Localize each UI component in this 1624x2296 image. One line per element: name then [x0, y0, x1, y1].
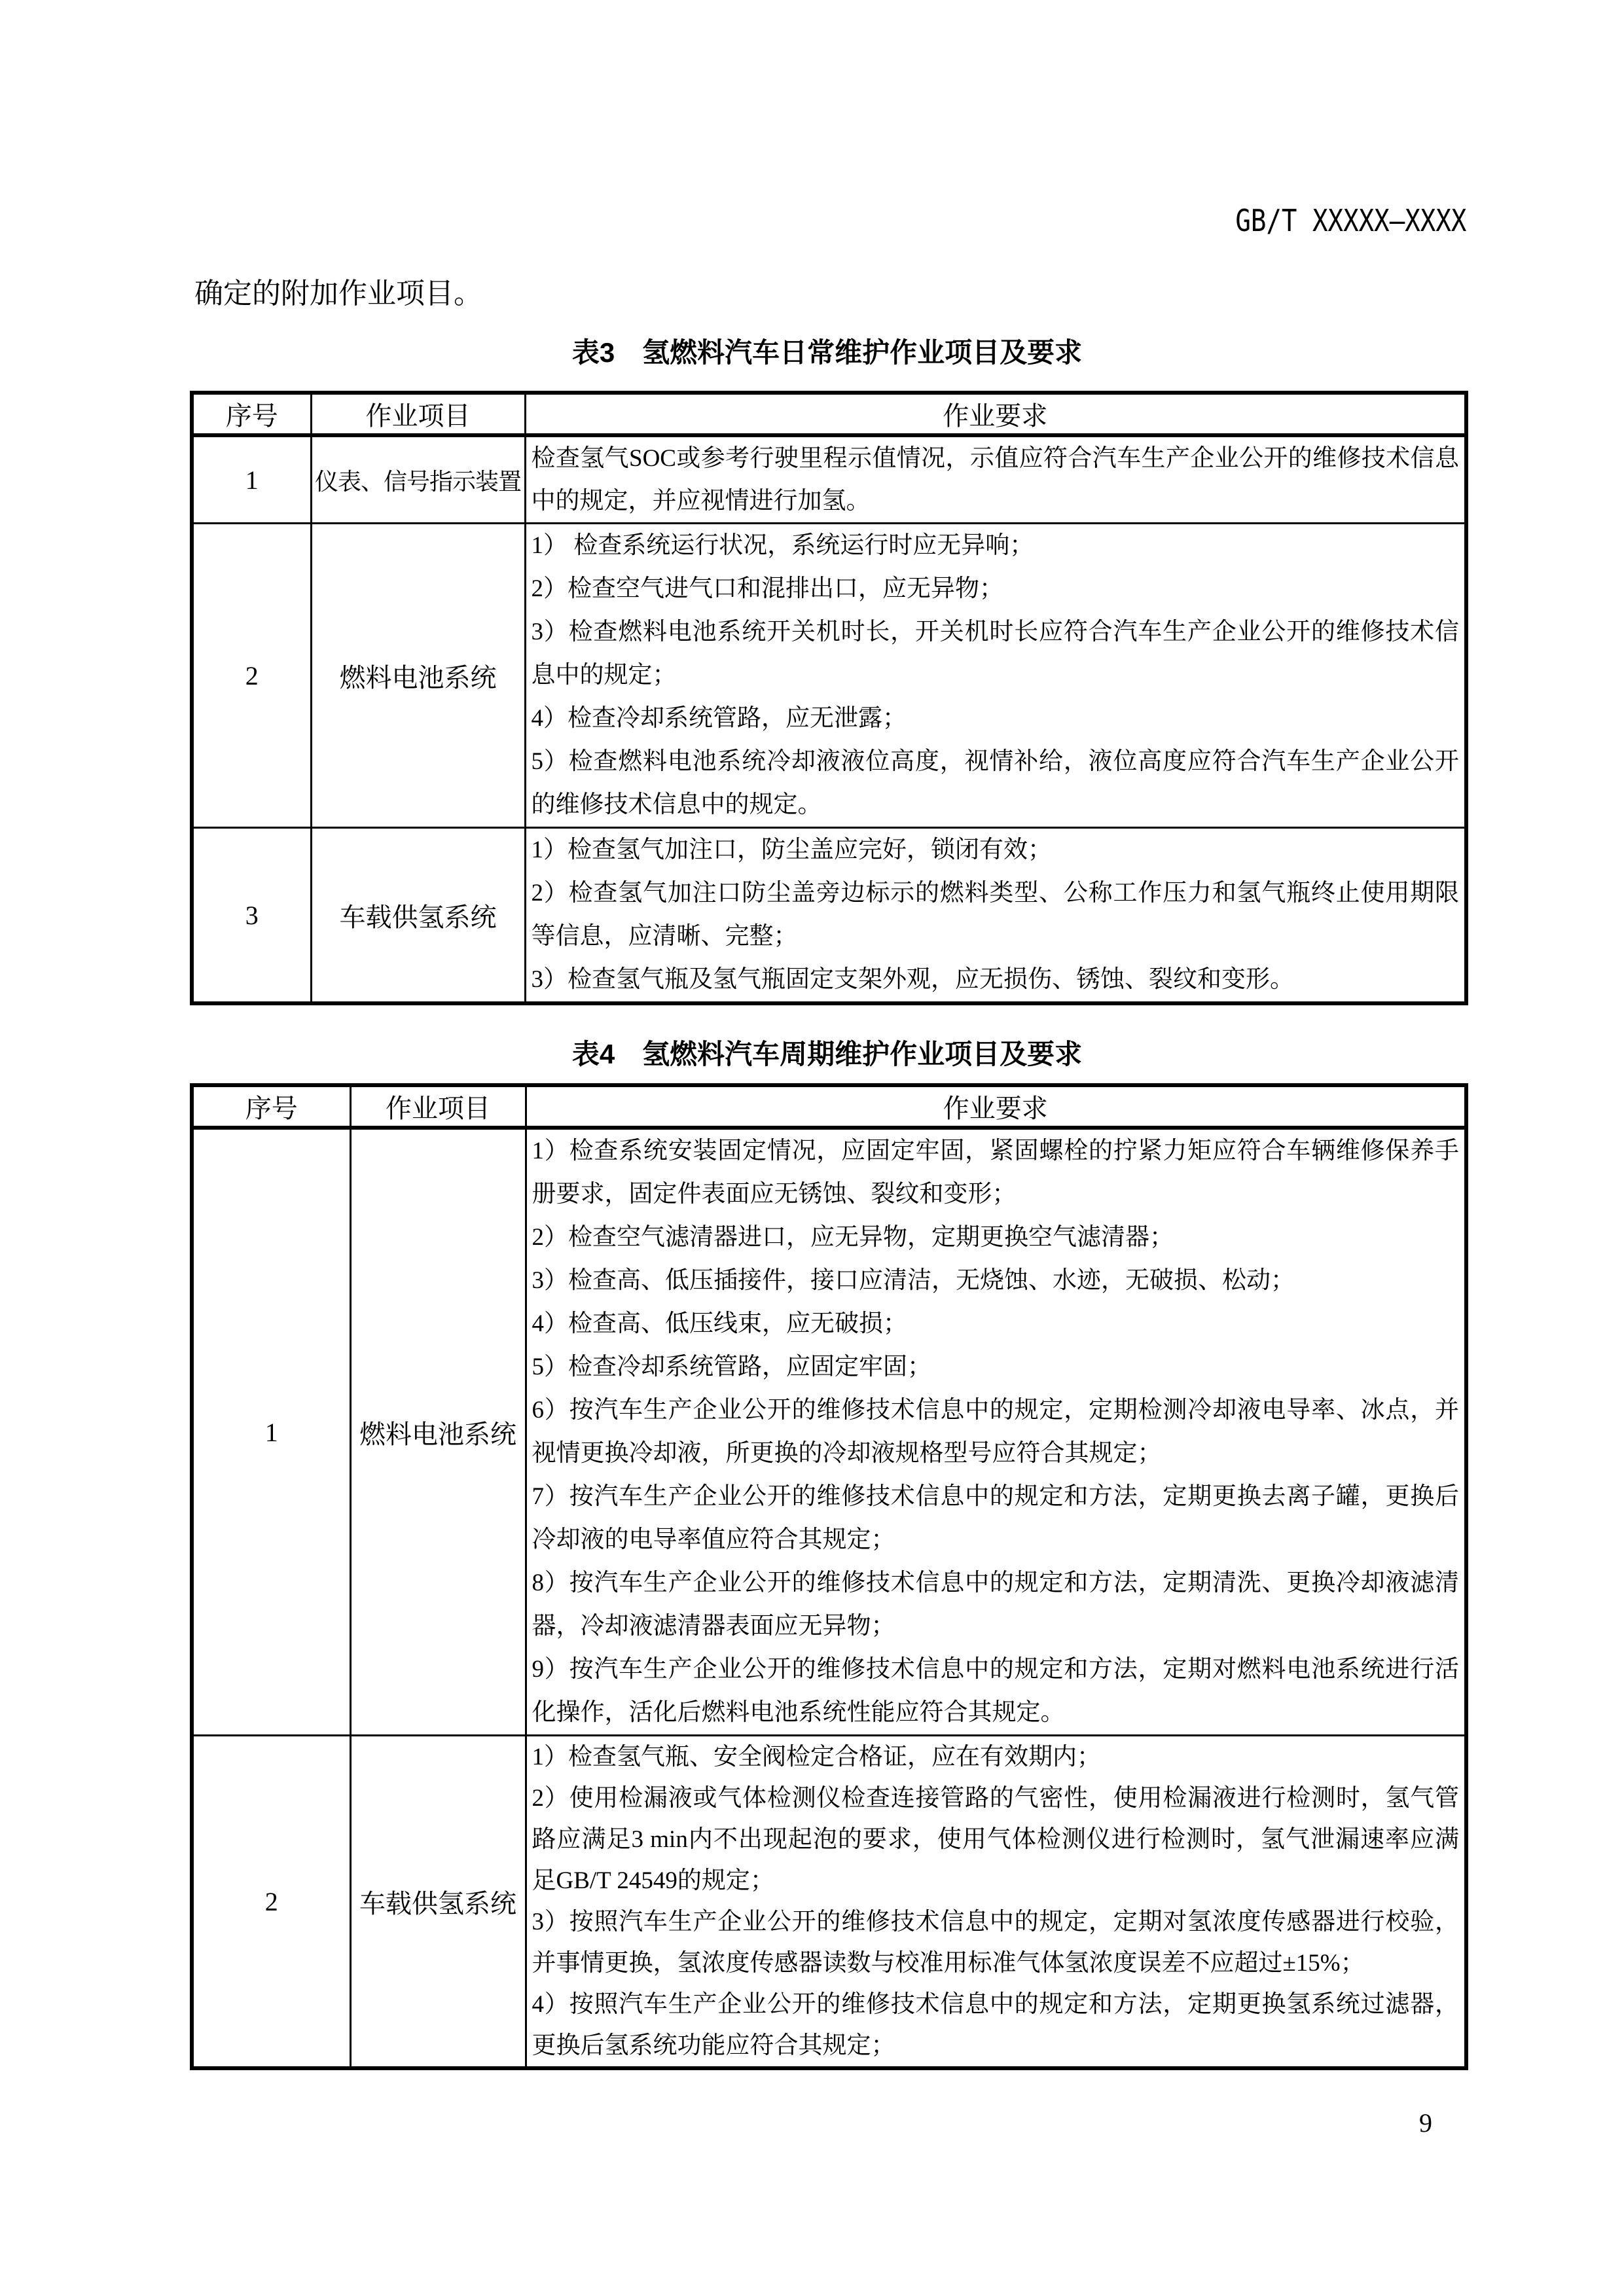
table4-periodic-maintenance: [190, 1083, 1468, 2070]
requirement-line: 7）按汽车生产企业公开的维修技术信息中的规定和方法，定期更换去离子罐，更换后冷却液的电导率值应符合其规定；: [532, 1483, 1459, 1553]
intro-paragraph: 确定的附加作业项目。: [194, 278, 482, 310]
row-number: 1: [192, 435, 311, 524]
requirement-line: 4）检查冷却系统管路，应无泄露；: [531, 705, 907, 732]
table4-caption: 表4 氢燃料汽车周期维护作业项目及要求: [571, 1039, 1083, 1069]
table3-header-item: 作业项目: [311, 393, 525, 435]
requirement-line: 3）检查高、低压插接件，接口应清洁，无烧蚀、水迹，无破损、松动；: [532, 1267, 1295, 1294]
requirement-line: 5）检查冷却系统管路，应固定牢固；: [532, 1354, 931, 1380]
row-requirements: [526, 1128, 1466, 1736]
requirement-line: 6）按汽车生产企业公开的维修技术信息中的规定，定期检测冷却液电导率、冰点，并视情更换冷却液，所更换的冷却液规格型号应符合其规定；: [532, 1397, 1459, 1467]
requirement-line: 2）检查空气滤清器进口，应无异物，定期更换空气滤清器；: [532, 1224, 1174, 1251]
requirement-line: 1）检查系统安装固定情况，应固定牢固，紧固螺栓的拧紧力矩应符合车辆维修保养手册要求，固定件表面应无锈蚀、裂纹和变形；: [532, 1138, 1459, 1208]
requirement-line: 4）检查高、低压线束，应无破损；: [532, 1310, 907, 1337]
requirement-line: 9）按汽车生产企业公开的维修技术信息中的规定和方法，定期对燃料电池系统进行活化操作，活化后燃料电池系统性能应符合其规定。: [532, 1656, 1459, 1726]
requirement-line: 5）检查燃料电池系统冷却液液位高度，视情补给，液位高度应符合汽车生产企业公开的维修技术信息中的规定。: [531, 748, 1459, 818]
row-item: 燃料电池系统: [311, 524, 525, 828]
table-row: [192, 828, 1466, 1004]
row-requirements: [526, 1736, 1466, 2069]
row-number: 3: [192, 828, 311, 1004]
page-number: 9: [1419, 2108, 1432, 2138]
table-row: [192, 1128, 1466, 1736]
table3-caption: 表3 氢燃料汽车日常维护作业项目及要求: [571, 337, 1083, 368]
table4-header-req: 作业要求: [526, 1085, 1466, 1128]
requirement-line: 1）检查氢气瓶、安全阀检定合格证，应在有效期内；: [532, 1744, 1101, 1770]
standard-number-header: GB/T XXXXX—XXXX: [1235, 203, 1466, 238]
requirement-line: 3）检查氢气瓶及氢气瓶固定支架外观，应无损伤、锈蚀、裂纹和变形。: [531, 966, 1294, 993]
table-row: [192, 524, 1466, 828]
table4-header-no: 序号: [192, 1085, 350, 1128]
row-item: 燃料电池系统: [350, 1128, 526, 1736]
row-item: 车载供氢系统: [350, 1736, 526, 2069]
table3-header-no: 序号: [192, 393, 311, 435]
row-number: 2: [192, 1736, 350, 2069]
requirement-line: 3）按照汽车生产企业公开的维修技术信息中的规定，定期对氢浓度传感器进行校验，并事情更换，氢浓度传感器读数与校准用标准气体氢浓度误差不应超过±15%；: [532, 1909, 1459, 1977]
requirement-line: 1）检查氢气加注口，防尘盖应完好，锁闭有效；: [531, 836, 1052, 863]
row-requirements: [525, 524, 1466, 828]
table3-header-row: [192, 393, 1466, 435]
requirement-line: 1） 检查系统运行状况，系统运行时应无异响；: [531, 532, 1034, 559]
row-number: 1: [192, 1128, 350, 1736]
table3-header-req: 作业要求: [525, 393, 1466, 435]
requirement-line: 3）检查燃料电池系统开关机时长，开关机时长应符合汽车生产企业公开的维修技术信息中的规定；: [531, 619, 1459, 689]
requirement-line: 2）检查氢气加注口防尘盖旁边标示的燃料类型、公称工作压力和氢气瓶终止使用期限等信息，应清晰、完整；: [531, 880, 1459, 950]
requirement-line: 8）按汽车生产企业公开的维修技术信息中的规定和方法，定期清洗、更换冷却液滤清器，冷却液滤清器表面应无异物；: [532, 1570, 1459, 1640]
requirement-line: 检查氢气SOC或参考行驶里程示值情况，示值应符合汽车生产企业公开的维修技术信息中的规定，并应视情进行加氢。: [531, 445, 1459, 514]
table-row: [192, 435, 1466, 524]
table4-header-item: 作业项目: [350, 1085, 526, 1128]
requirement-line: 4）按照汽车生产企业公开的维修技术信息中的规定和方法，定期更换氢系统过滤器，更换后氢系统功能应符合其规定；: [532, 1991, 1459, 2059]
table-row: [192, 1736, 1466, 2069]
requirement-line: 2）使用检漏液或气体检测仪检查连接管路的气密性，使用检漏液进行检测时，氢气管路应满足3 min内不出现起泡的要求，使用气体检测仪进行检测时，氢气泄漏速率应满足GB/T 24549的规定；: [532, 1785, 1459, 1894]
table3-daily-maintenance: [190, 391, 1468, 1005]
row-item: 车载供氢系统: [311, 828, 525, 1004]
row-item: 仪表、信号指示装置: [311, 435, 525, 524]
row-number: 2: [192, 524, 311, 828]
requirement-line: 2）检查空气进气口和混排出口，应无异物；: [531, 575, 1003, 602]
row-requirements: [525, 435, 1466, 524]
table4-header-row: [192, 1085, 1466, 1128]
row-requirements: [525, 828, 1466, 1004]
